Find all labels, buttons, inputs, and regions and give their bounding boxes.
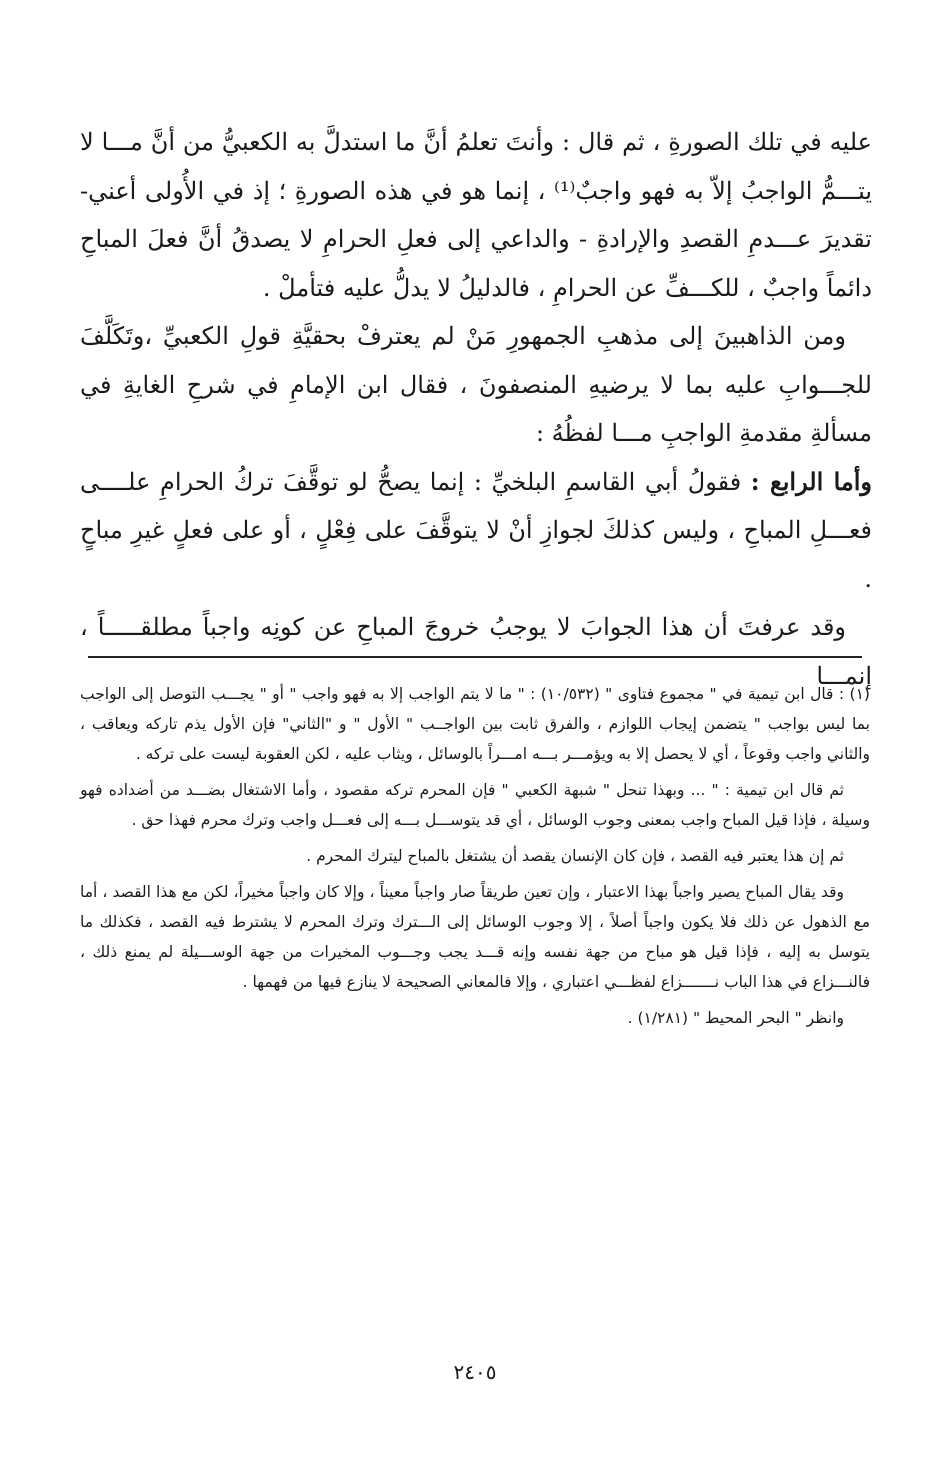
footnote-paragraph-2: ثم قال ابن تيمية : " ... وبهذا تنحل " شبهة الكعبي " فإن المحرم تركه مقصود ، وأما الاشتغال بضـــد من أضداده فهو وسيلة ، فإذا قيل المباح واجب بمعنى وجوب الوسائل ، أي قد يتوســـل بـــه إلى فعـــل واجب وترك محرم فهذا حق .	[80, 781, 870, 829]
footnote-paragraph-4: وقد يقال المباح يصير واجباً بهذا الاعتبار ، وإن تعين طريقاً صار واجباً معيناً ، وإلا كان واجباً مخيراً، لكن مع هذا القصد ، أما مع الذهول عن ذلك فلا يكون واجباً أصلاً ، إلا وجوب الوسائل إلى الـــترك وترك المحرم لا يشترط فيه القصد ، فكذلك ما يتوسل به إليه ، فإذا قيل هو مباح من جهة نفسه وإنه قـــد يجب وجـــوب المخيرات من جهة الوســـيلة لم يمنع ذلك ، فالنـــزاع في هذا الباب نـــــــزاع لفظـــي اعتباري ، وإلا فالمعاني الصحيحة لا ينازع فيها من فهمها .	[80, 883, 870, 991]
footnote-paragraph-1: (١) : قال ابن تيمية في " مجموع فتاوى " (١٠/٥٣٢) : " ما لا يتم الواجب إلا به فهو واجب " أو " يجـــب التوصل إلى الواجب بما ليس بواجب " يتضمن إيجاب اللوازم ، والفرق ثابت بين الواجــب " الأول " و "الثاني" فإن الأول يذم تاركه ويعاقب ، والثاني واجب وقوعاً ، أي لا يحصل إلا به ويؤمـــر بـــه امـــراً بالوسائل ، ويثاب عليه ، لكن العقوبة ليست على تركه .	[80, 685, 870, 763]
paragraph-text: ومن الذاهبينَ إلى مذهبِ الجمهورِ مَنْ لم يعترفْ بحقيَّةِ قولِ الكعبيِّ ،وتَكَلَّفَ للجـــوابِ عليه بما لا يرضيهِ المنصفونَ ، فقال ابن الإمامِ في شرحِ الغايةِ في مسألةِ مقدمةِ الواجبِ مـــا لفظُهُ :	[80, 322, 872, 447]
main-paragraph-2	[80, 312, 872, 458]
paragraph-text: فقولُ أبي القاسمِ البلخيِّ : إنما يصحُّ لو توقَّفَ تركُ الحرامِ علــــى فعـــلِ المباحِ ، وليس كذلكَ لجوازِ أنْ لا يتوقَّفَ على فِعْلٍ ، أو على فعلٍ غيرِ مباحٍ .	[80, 467, 872, 593]
footnote-paragraph-3: ثم إن هذا يعتبر فيه القصد ، فإن كان الإنسان يقصد أن يشتغل بالمباح ليترك المحرم .	[306, 847, 844, 865]
footnotes-block	[80, 679, 870, 1039]
main-paragraph-3	[80, 458, 872, 604]
footnote-paragraph-5: وانظر " البحر المحيط " (١/٢٨١) .	[627, 1009, 844, 1027]
main-text-block	[80, 118, 872, 700]
footnote-separator	[88, 656, 862, 658]
paragraph-text: وقد عرفتَ أن هذا الجوابَ لا يوجبُ خروجَ المباحِ عن كونِه واجباً مطلقـــــاً ، إنمـــا	[80, 613, 872, 690]
paragraph-text: عليه في تلك الصورةِ ، ثم قال : وأنتَ تعلمُ أنَّ ما استدلَّ به الكعبيُّ من أنَّ مـــا لا يتـــمُّ الواجبُ إلاّ به فهو واجبٌ⁽¹⁾ ، إنما هو في هذه الصورةِ ؛ إذ في الأُولى أعني- تقديرَ عـــدمِ القصدِ والإرادةِ - والداعي إلى فعلِ الحرامِ لا يصدقُ أنَّ فعلَ المباحِ دائماً واجبٌ ، للكـــفِّ عن الحرامِ ، فالدليلُ لا يدلُّ عليه فتأملْ .	[80, 128, 872, 302]
main-paragraph-1	[80, 118, 872, 312]
paragraph-lead-heading: وأما الرابع :	[750, 466, 873, 496]
page-number: ٢٤٠٥	[453, 1360, 497, 1384]
